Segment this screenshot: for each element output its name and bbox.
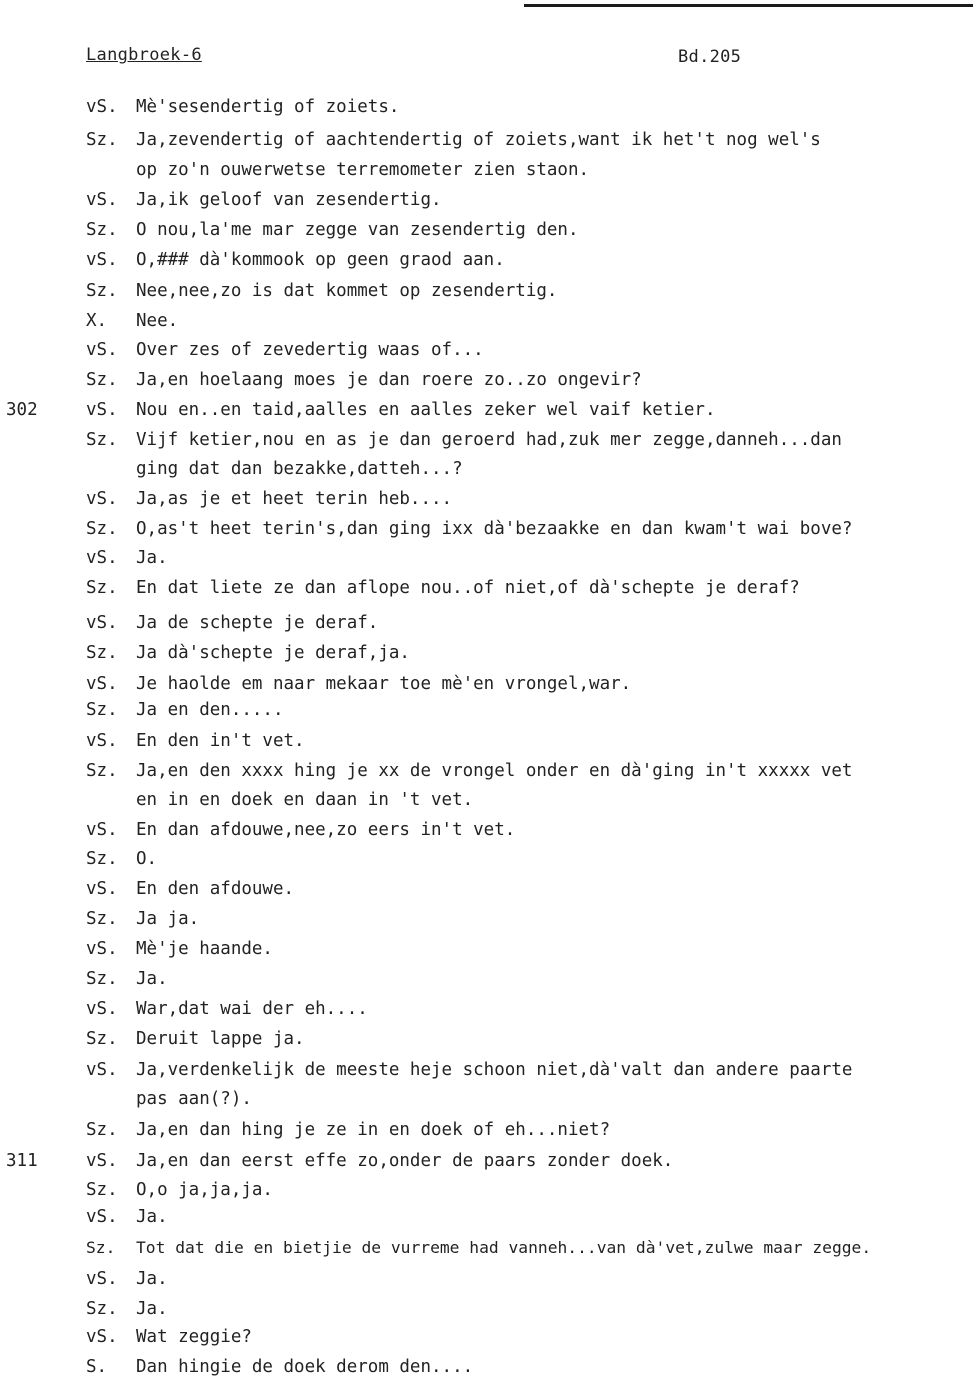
speech-text: Ja en den..... <box>136 700 284 720</box>
transcript-line <box>0 395 973 425</box>
speech-text: Ja,en den xxxx hing je xx de vrongel onder en dà'ging in't xxxxx vet <box>136 761 853 781</box>
speaker-label: Sz. <box>86 849 118 869</box>
speaker-label: vS. <box>86 1207 118 1227</box>
transcript-line <box>0 608 973 638</box>
speaker-label: Sz. <box>86 1120 118 1140</box>
speech-text: Ja,verdenkelijk de meeste heje schoon niet,dà'valt dan andere paarte <box>136 1060 853 1080</box>
speaker-label: Sz. <box>86 909 118 929</box>
speaker-label: vS. <box>86 1060 118 1080</box>
speech-text: Je haolde em naar mekaar toe mè'en vrongel,war. <box>136 674 632 694</box>
speaker-label: Sz. <box>86 519 118 539</box>
speaker-label: vS. <box>86 1151 118 1171</box>
speaker-label: Sz. <box>86 761 118 781</box>
margin-number: 311 <box>6 1151 38 1171</box>
transcript-line <box>0 874 973 904</box>
speaker-label: Sz. <box>86 370 118 390</box>
transcript-line <box>0 1024 973 1054</box>
speech-text: ging dat dan bezakke,datteh...? <box>136 459 463 479</box>
speaker-label: vS. <box>86 731 118 751</box>
page-number: Bd.205 <box>678 47 742 67</box>
speech-text: O. <box>136 849 158 869</box>
speech-text: O nou,la'me mar zegge van zesendertig den. <box>136 220 579 240</box>
speaker-label: vS. <box>86 674 118 694</box>
transcript-line <box>0 365 973 395</box>
speech-text: O,o ja,ja,ja. <box>136 1180 273 1200</box>
transcript-line <box>0 638 973 668</box>
speech-text: Ja. <box>136 1299 168 1319</box>
transcript-line <box>0 1115 973 1145</box>
speech-text: Ja,as je et heet terin heb.... <box>136 489 453 509</box>
speech-text: Ja,ik geloof van zesendertig. <box>136 190 442 210</box>
transcript-line <box>0 514 973 544</box>
transcript-line <box>0 276 973 306</box>
transcript-line <box>0 934 973 964</box>
speaker-label: Sz. <box>86 700 118 720</box>
speaker-label: vS. <box>86 879 118 899</box>
speech-text: Ja. <box>136 548 168 568</box>
margin-number: 302 <box>6 400 38 420</box>
speech-text: Deruit lappe ja. <box>136 1029 305 1049</box>
speech-text: En den in't vet. <box>136 731 305 751</box>
speech-text: Ja ja. <box>136 909 200 929</box>
speech-text: En dan afdouwe,nee,zo eers in't vet. <box>136 820 516 840</box>
speech-text: Nee. <box>136 311 179 331</box>
speaker-label: X. <box>86 311 108 331</box>
transcript-line <box>0 125 973 155</box>
speaker-label: vS. <box>86 250 118 270</box>
transcript-line <box>0 726 973 756</box>
transcript-line <box>0 425 973 455</box>
speech-text: Tot dat die en bietjie de vurreme had vanneh...van dà'vet,zulwe maar zegge. <box>136 1238 872 1257</box>
speech-text: en in en doek en daan in 't vet. <box>136 790 474 810</box>
speech-text: Nee,nee,zo is dat kommet op zesendertig. <box>136 281 558 301</box>
speech-text: War,dat wai der eh.... <box>136 999 368 1019</box>
speech-text: Vijf ketier,nou en as je dan geroerd had,zuk mer zegge,danneh...dan <box>136 430 842 450</box>
transcript-line <box>0 1084 973 1114</box>
speaker-label: vS. <box>86 97 118 117</box>
transcript-line <box>0 1294 973 1324</box>
speech-text: En den afdouwe. <box>136 879 295 899</box>
speech-text: Ja dà'schepte je deraf,ja. <box>136 643 410 663</box>
speech-text: Ja,en dan hing je ze in en doek of eh...niet? <box>136 1120 611 1140</box>
transcript-line <box>0 1146 973 1176</box>
speaker-label: Sz. <box>86 1029 118 1049</box>
transcript-line <box>0 695 973 725</box>
transcript-line <box>0 844 973 874</box>
transcript-line <box>0 306 973 336</box>
speaker-label: vS. <box>86 489 118 509</box>
speech-text: Ja,en dan eerst effe zo,onder de paars zonder doek. <box>136 1151 674 1171</box>
speech-text: Ja. <box>136 1269 168 1289</box>
speaker-label: S. <box>86 1357 108 1377</box>
document-title: Langbroek-6 <box>86 45 202 65</box>
transcript-line <box>0 1322 973 1352</box>
speaker-label: Sz. <box>86 220 118 240</box>
speech-text: pas aan(?). <box>136 1089 252 1109</box>
speaker-label: vS. <box>86 190 118 210</box>
speaker-label: Sz. <box>86 969 118 989</box>
speaker-label: Sz. <box>86 578 118 598</box>
transcript-line <box>0 1202 973 1232</box>
speech-text: Ja,zevendertig of aachtendertig of zoiets,want ik het't nog wel's <box>136 130 821 150</box>
speech-text: Mè'je haande. <box>136 939 273 959</box>
transcript-line <box>0 785 973 815</box>
speech-text: Mè'sesendertig of zoiets. <box>136 97 400 117</box>
transcript-line <box>0 1233 973 1263</box>
transcript-line <box>0 756 973 786</box>
speaker-label: Sz. <box>86 1299 118 1319</box>
transcript-line <box>0 454 973 484</box>
speech-text: O,### dà'kommook op geen graod aan. <box>136 250 505 270</box>
speaker-label: vS. <box>86 1269 118 1289</box>
transcript-line <box>0 1352 973 1382</box>
speech-text: En dat liete ze dan aflope nou..of niet,of dà'schepte je deraf? <box>136 578 800 598</box>
speaker-label: vS. <box>86 820 118 840</box>
speaker-label: vS. <box>86 999 118 1019</box>
transcript-line <box>0 543 973 573</box>
speaker-label: vS. <box>86 548 118 568</box>
transcript-line <box>0 215 973 245</box>
speech-text: O,as't heet terin's,dan ging ixx dà'bezaakke en dan kwam't wai bove? <box>136 519 853 539</box>
speaker-label: vS. <box>86 340 118 360</box>
speaker-label: Sz. <box>86 643 118 663</box>
speech-text: Over zes of zevedertig waas of... <box>136 340 484 360</box>
speech-text: Ja. <box>136 969 168 989</box>
speaker-label: vS. <box>86 400 118 420</box>
speech-text: Dan hingie de doek derom den.... <box>136 1357 474 1377</box>
speaker-label: Sz. <box>86 130 118 150</box>
speaker-label: vS. <box>86 1327 118 1347</box>
speech-text: Ja,en hoelaang moes je dan roere zo..zo ongevir? <box>136 370 642 390</box>
transcript-line <box>0 185 973 215</box>
transcript-line <box>0 1055 973 1085</box>
transcript-line <box>0 1175 973 1205</box>
transcript-line <box>0 964 973 994</box>
speaker-label: Sz. <box>86 430 118 450</box>
transcript-line <box>0 573 973 603</box>
speech-text: Ja de schepte je deraf. <box>136 613 379 633</box>
transcript-line <box>0 815 973 845</box>
transcript-line <box>0 335 973 365</box>
speech-text: Wat zeggie? <box>136 1327 252 1347</box>
speaker-label: Sz. <box>86 1238 116 1257</box>
transcript-line <box>0 155 973 185</box>
transcript-line <box>0 245 973 275</box>
speech-text: op zo'n ouwerwetse terremometer zien staon. <box>136 160 590 180</box>
transcript-line <box>0 484 973 514</box>
top-rule <box>524 4 973 7</box>
transcript-line <box>0 994 973 1024</box>
transcript-line <box>0 1264 973 1294</box>
transcript-line <box>0 904 973 934</box>
speaker-label: Sz. <box>86 281 118 301</box>
speaker-label: vS. <box>86 939 118 959</box>
speech-text: Nou en..en taid,aalles en aalles zeker wel vaif ketier. <box>136 400 716 420</box>
speaker-label: Sz. <box>86 1180 118 1200</box>
speaker-label: vS. <box>86 613 118 633</box>
speech-text: Ja. <box>136 1207 168 1227</box>
transcript-line <box>0 92 973 122</box>
